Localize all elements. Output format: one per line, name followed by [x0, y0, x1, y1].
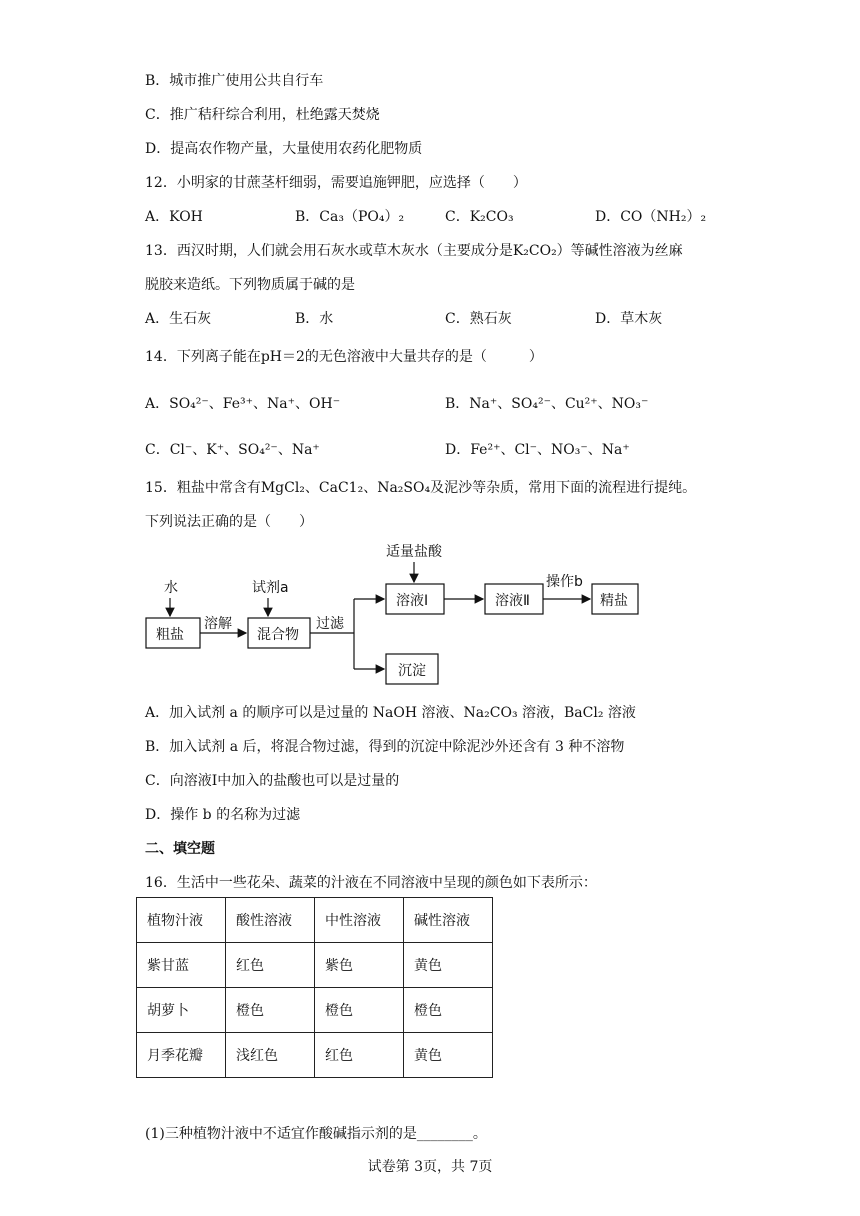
- table-cell: 红色: [226, 943, 315, 988]
- table-header-cell: 植物汁液: [137, 898, 226, 943]
- q13-option-d: D．草木灰: [595, 311, 663, 327]
- q13-option-a: A．生石灰: [145, 311, 212, 327]
- table-cell: 橙色: [226, 988, 315, 1033]
- page-footer: 试卷第 3页，共 7页: [367, 1159, 493, 1175]
- q12-option-b: B．Ca₃（PO₄）₂: [295, 209, 405, 225]
- q14-option-d: D．Fe²⁺、Cl⁻、NO₃⁻、Na⁺: [445, 442, 630, 458]
- option-b-prev: B．城市推广使用公共自行车: [145, 73, 324, 89]
- table-header-row: [137, 898, 493, 943]
- table-row: [137, 1033, 493, 1078]
- table-cell: 黄色: [404, 943, 493, 988]
- table-cell: 紫色: [315, 943, 404, 988]
- mixture-text: 混合物: [257, 627, 299, 643]
- q15-option-d: D．操作 b 的名称为过滤: [145, 807, 301, 823]
- question-16-part1: (1)三种植物汁液中不适宜作酸碱指示剂的是________。: [145, 1126, 487, 1142]
- question-13-line2: 脱胶来造纸。下列物质属于碱的是: [145, 277, 355, 293]
- reagent-a-label: 试剂a: [252, 580, 289, 596]
- question-13-line1: 13．西汉时期，人们就会用石灰水或草木灰水（主要成分是K₂CO₂）等碱性溶液为丝麻: [145, 243, 683, 259]
- table-cell: 月季花瓣: [137, 1033, 226, 1078]
- purification-flowchart: [140, 540, 660, 690]
- table-row: [137, 943, 493, 988]
- q14-option-c: C．Cl⁻、K⁺、SO₄²⁻、Na⁺: [145, 442, 320, 458]
- question-14: 14．下列离子能在pH＝2的无色溶液中大量共存的是（ ）: [145, 349, 543, 365]
- op-b-label: 操作b: [546, 574, 583, 590]
- hcl-label: 适量盐酸: [386, 544, 442, 560]
- section-heading: 二、填空题: [145, 841, 215, 857]
- solution1-text: 溶液Ⅰ: [396, 593, 429, 609]
- question-15-line2: 下列说法正确的是（ ）: [145, 514, 313, 530]
- table-header-cell: 酸性溶液: [226, 898, 315, 943]
- question-16: 16．生活中一些花朵、蔬菜的汁液在不同溶液中呈现的颜色如下表所示：: [145, 875, 597, 891]
- solution2-text: 溶液Ⅱ: [495, 593, 530, 609]
- table-cell: 黄色: [404, 1033, 493, 1078]
- table-header-cell: 碱性溶液: [404, 898, 493, 943]
- q15-option-a: A．加入试剂 a 的顺序可以是过量的 NaOH 溶液、Na₂CO₃ 溶液，BaCl₂ 溶液: [145, 705, 636, 721]
- q12-option-d: D．CO（NH₂）₂: [595, 209, 707, 225]
- table-cell: 胡萝卜: [137, 988, 226, 1033]
- crude-salt-text: 粗盐: [156, 627, 184, 643]
- q15-option-c: C．向溶液I中加入的盐酸也可以是过量的: [145, 773, 400, 789]
- table-header-cell: 中性溶液: [315, 898, 404, 943]
- q14-option-a: A．SO₄²⁻、Fe³⁺、Na⁺、OH⁻: [145, 396, 341, 412]
- q13-option-c: C．熟石灰: [445, 311, 512, 327]
- table-cell: 橙色: [404, 988, 493, 1033]
- dissolve-label: 溶解: [204, 616, 232, 632]
- q15-option-b: B．加入试剂 a 后，将混合物过滤，得到的沉淀中除泥沙外还含有 3 种不溶物: [145, 739, 625, 755]
- q13-option-b: B．水: [295, 311, 334, 327]
- q14-option-b: B．Na⁺、SO₄²⁻、Cu²⁺、NO₃⁻: [445, 396, 649, 412]
- q12-option-a: A．KOH: [145, 209, 203, 225]
- table-cell: 紫甘蓝: [137, 943, 226, 988]
- indicator-table: [136, 897, 493, 1078]
- precipitate-text: 沉淀: [398, 663, 426, 679]
- refined-salt-text: 精盐: [600, 593, 628, 609]
- option-d-prev: D．提高农作物产量，大量使用农药化肥物质: [145, 141, 423, 157]
- question-12: 12．小明家的甘蔗茎杆细弱，需要追施钾肥，应选择（ ）: [145, 175, 527, 191]
- table-cell: 橙色: [315, 988, 404, 1033]
- table-cell: 浅红色: [226, 1033, 315, 1078]
- water-label: 水: [164, 580, 178, 596]
- question-15-line1: 15．粗盐中常含有MgCl₂、CaC1₂、Na₂SO₄及泥沙等杂质，常用下面的流程进行提纯。: [145, 480, 697, 496]
- table-cell: 红色: [315, 1033, 404, 1078]
- option-c-prev: C．推广秸秆综合利用，杜绝露天焚烧: [145, 107, 380, 123]
- table-row: [137, 988, 493, 1033]
- q12-option-c: C．K₂CO₃: [445, 209, 514, 225]
- filter-label: 过滤: [316, 616, 344, 632]
